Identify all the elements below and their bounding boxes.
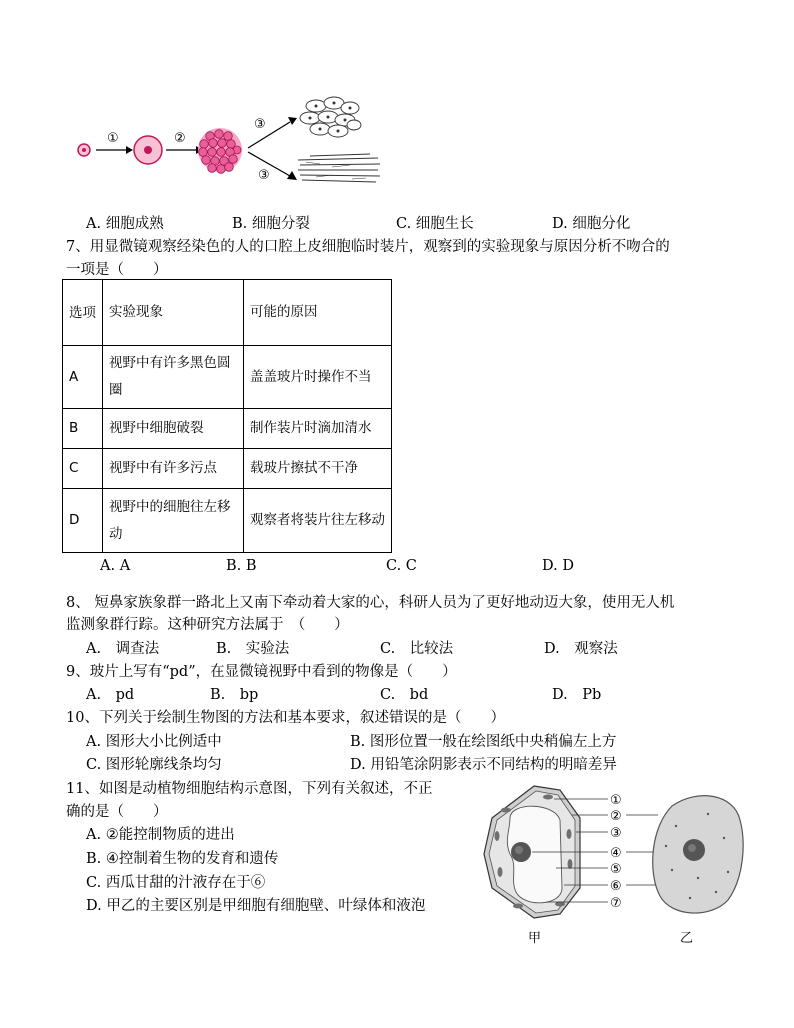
header-cause: 可能的原因 <box>244 280 392 346</box>
label-4: ④ <box>610 846 622 861</box>
table-row <box>63 409 392 449</box>
row-cause: 观察者将装片往左移动 <box>244 489 392 553</box>
q11-option-c[interactable]: C. 西瓜甘甜的汁液存在于⑥ <box>86 875 266 891</box>
q8-stem-line1: 8、 短鼻家族象群一路北上又南下牵动着大家的心，科研人员为了更好地动迈大象，使用无人机 <box>66 595 675 611</box>
q8-option-b[interactable]: B. 实验法 <box>216 641 290 657</box>
q11-stem-line2: 确的是（ ） <box>66 804 168 820</box>
q7-option-c[interactable]: C. C <box>386 558 417 574</box>
animal-cell <box>653 796 743 913</box>
row-phenomenon: 视野中有许多污点 <box>103 449 244 489</box>
row-cause: 盖盖玻片时操作不当 <box>244 346 392 409</box>
label-2: ② <box>610 809 622 824</box>
q7-table <box>62 279 392 553</box>
q8-option-a[interactable]: A. 调查法 <box>86 641 160 657</box>
table-row <box>63 346 392 409</box>
label-6: ⑥ <box>610 879 622 894</box>
row-option: A <box>63 346 103 409</box>
header-phenomenon: 实验现象 <box>103 280 244 346</box>
q9-option-d[interactable]: D. Pb <box>552 687 602 703</box>
q10-option-a[interactable]: A. 图形大小比例适中 <box>86 734 222 750</box>
q6-option-c[interactable]: C. 细胞生长 <box>396 216 474 232</box>
q9-option-a[interactable]: A. pd <box>86 687 135 703</box>
cell-cluster <box>198 128 242 173</box>
caption-animal: 乙 <box>680 931 694 946</box>
row-option: C <box>63 449 103 489</box>
q7-option-b[interactable]: B. B <box>226 558 257 574</box>
table-row <box>63 489 392 553</box>
q7-option-d[interactable]: D. D <box>542 558 574 574</box>
q11-option-d[interactable]: D. 甲乙的主要区别是甲细胞有细胞壁、叶绿体和液泡 <box>86 898 426 914</box>
q11-option-b[interactable]: B. ④控制着生物的发育和遗传 <box>86 851 279 867</box>
q10-option-b[interactable]: B. 图形位置一般在绘图纸中央稍偏左上方 <box>350 734 617 750</box>
header-option: 选项 <box>63 280 103 346</box>
row-cause: 载玻片擦拭不干净 <box>244 449 392 489</box>
q11-stem-line1: 11、如图是动植物细胞结构示意图，下列有关叙述，不正 <box>66 781 433 797</box>
table-header-row <box>63 280 392 346</box>
q10-stem: 10、下列关于绘制生物图的方法和基本要求，叙述错误的是（ ） <box>66 710 505 726</box>
q7-option-a[interactable]: A. A <box>100 558 131 574</box>
row-phenomenon: 视野中有许多黑色圆圈 <box>103 346 244 409</box>
q6-option-a[interactable]: A. 细胞成熟 <box>86 216 164 232</box>
q6-option-d[interactable]: D. 细胞分化 <box>552 216 631 232</box>
cell-structure-figure <box>476 780 776 950</box>
step-label-2: ② <box>174 131 186 146</box>
row-phenomenon: 视野中的细胞往左移动 <box>103 489 244 553</box>
q11-option-a[interactable]: A. ②能控制物质的进出 <box>86 827 235 843</box>
step-label-1: ① <box>107 131 119 146</box>
q7-stem-line1: 7、用显微镜观察经染色的人的口腔上皮细胞临时装片，观察到的实验现象与原因分析不吻合的 <box>66 239 670 255</box>
label-1: ① <box>610 793 622 808</box>
cell-development-figure <box>70 92 390 192</box>
q6-option-b[interactable]: B. 细胞分裂 <box>232 216 310 232</box>
label-7: ⑦ <box>610 896 622 911</box>
q10-option-c[interactable]: C. 图形轮廓线条均匀 <box>86 757 222 773</box>
caption-plant: 甲 <box>528 931 542 946</box>
row-option: D <box>63 489 103 553</box>
q9-option-b[interactable]: B. bp <box>210 687 259 703</box>
q7-stem-line2: 一项是（ ） <box>66 262 168 278</box>
q8-stem-line2: 监测象群行踪。这种研究方法属于 （ ） <box>66 617 349 633</box>
q8-option-c[interactable]: C. 比较法 <box>380 641 454 657</box>
table-row <box>63 449 392 489</box>
row-option: B <box>63 409 103 449</box>
label-5: ⑤ <box>610 862 622 877</box>
step-label-3a: ③ <box>254 117 266 132</box>
q9-option-c[interactable]: C. bd <box>380 687 429 703</box>
q8-option-d[interactable]: D. 观察法 <box>544 641 618 657</box>
q10-option-d[interactable]: D. 用铅笔涂阴影表示不同结构的明暗差异 <box>350 757 617 773</box>
row-phenomenon: 视野中细胞破裂 <box>103 409 244 449</box>
step-label-3b: ③ <box>258 168 270 183</box>
muscle-tissue <box>298 154 380 182</box>
q9-stem: 9、玻片上写有“pd”，在显微镜视野中看到的物像是（ ） <box>66 664 457 680</box>
row-cause: 制作装片时滴加清水 <box>244 409 392 449</box>
label-3: ③ <box>610 826 622 841</box>
